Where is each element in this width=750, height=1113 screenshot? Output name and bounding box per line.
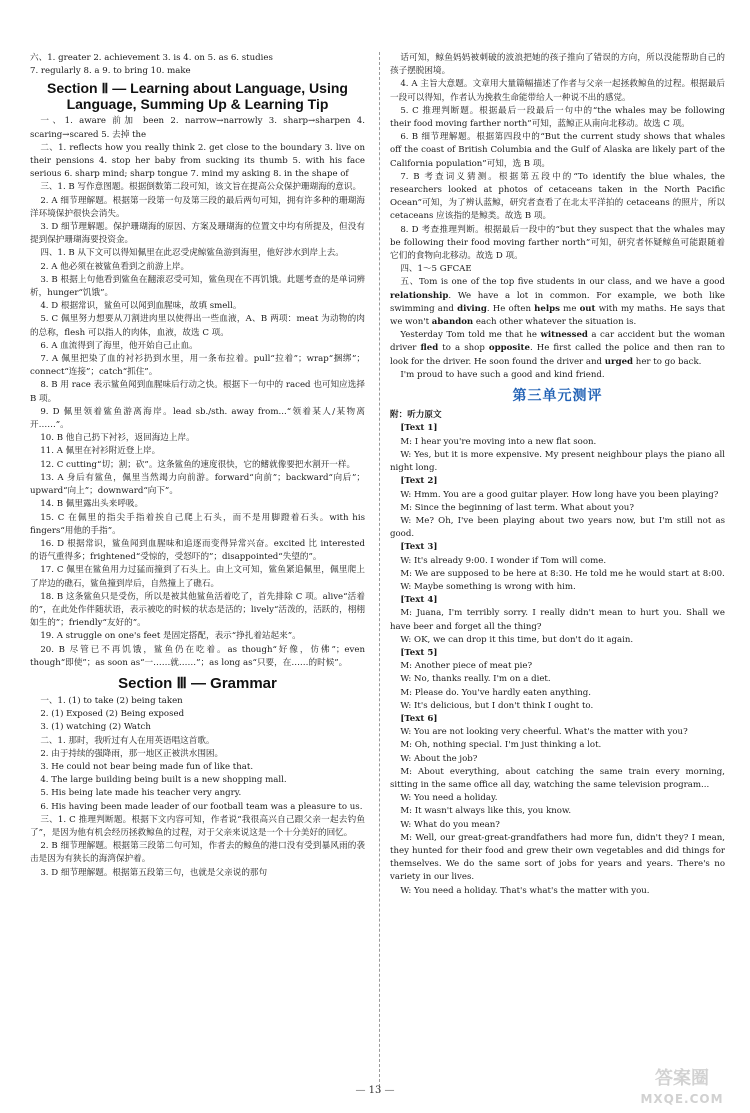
transcript-text-tag: [Text 6]: [400, 713, 438, 724]
transcript-line: M: Please do. You've hardly eaten anything.: [400, 687, 591, 698]
answer-item: 15. C 在佩里的指尖手指着挨自己爬上石头，而不是用脚蹬着石头。with his fingers“用他的手指”。: [30, 512, 365, 536]
answer-item: 17. C 佩里在鲨鱼用力过猛而撞到了石头上。由上文可知，鲨鱼紧追佩里，佩里爬上了岸边的礁石，鲨鱼撞到岸后，自然撞上了礁石。: [30, 565, 365, 589]
answer-item: 4. D 根据常识，鲨鱼可以闻到血腥味，故填 smell。: [40, 301, 242, 312]
transcript-line: W: What do you mean?: [400, 819, 500, 830]
answer-item: 3. (1) watching (2) Watch: [40, 722, 151, 733]
answer-item: 13. A 身后有鲨鱼，佩里当然竭力向前游。forward“向前”；backward“向后”；upward“向上”；downward“向下”。: [30, 472, 365, 497]
answer-item: 4. The large building being built is a new shopping mall.: [40, 775, 287, 786]
answer-item: 5. C 佩里努力想要从刀割进肉里以使得出一些血液，A、B 两项：meat 为动物的肉的总称，flesh 可以指人的肉体，血液，故选 C 项。: [30, 314, 365, 338]
transcript-line: W: Hmm. You are a good guitar player. How long have you been playing?: [400, 489, 719, 500]
answer-item: 二、1. 那时，我听过有人在用英语唱这首歌。: [40, 735, 215, 746]
transcript-line: M: Juana, I'm terribly sorry. I really didn't mean to hurt you. Shall we have beer and forget all the thing?: [390, 608, 725, 632]
answer-item: 3. He could not bear being made fun of like that.: [40, 761, 254, 772]
answer-item: 20. B 尽管已不再饥饿，鲨鱼仍在吃着。as though“好像，仿佛”；even though“即使”；as soon as“一……就……”；as long as“只要，在……的时候”。: [30, 644, 365, 668]
transcript-line: M: It wasn't always like this, you know.: [400, 806, 572, 817]
answer-item: 2. (1) Exposed (2) Being exposed: [40, 709, 185, 720]
transcript-line: W: Me? Oh, I've been playing about two years now, but I'm still not as good.: [390, 515, 725, 540]
answer-item: 2. B 细节理解题。根据第三段第二句可知，作者去的鲸鱼的港口没有受到暴风雨的袭击是因为有狭长的海湾保护着。: [30, 841, 365, 865]
transcript-text-tag: [Text 2]: [400, 476, 438, 487]
transcript-line: M: Well, our great-great-grandfathers had more fun, didn't they? I mean, they hunted for their food and grew their own vegetables and did things for themselves. We do the same sort of jobs for years and years. There's no variety in our lives.: [390, 832, 725, 883]
answer-item: 2. A 他必须在被鲨鱼看到之前游上岸。: [40, 261, 190, 272]
answer-item: 12. C cutting“切；割；砍”。这条鲨鱼的速度很快，它的鳍就像要把水割开一样。: [40, 459, 356, 470]
answer-item: 三、1. C 推理判断题。根据下文内容可知，作者说“我很高兴自己跟父亲一起去钓鱼了”，是因为他有机会经历拯救鲸鱼的过程，对于父亲来说这是一个十分美好的回忆。: [30, 814, 365, 838]
transcript-line: M: About everything, about catching the same train every morning, sitting in the same office all day, watching the same television program...: [390, 766, 725, 790]
transcript-line: M: I hear you're moving into a new flat soon.: [400, 436, 597, 447]
passage-paragraph: I'm proud to have such a good and kind friend.: [400, 369, 605, 380]
transcript-line: W: Yes, but it is more expensive. My present neighbour plays the piano all night long.: [390, 449, 725, 474]
answer-item: 14. B 佩里露出头来呼吸。: [40, 499, 144, 510]
section-3-answers: [30, 695, 365, 880]
answer-item: 6. B 细节理解题。根据第四段中的“But the current study shows that whales off the coast of British Columbia and the Gulf of Alaska are likely part of the California population”可知，选 B 项。: [390, 132, 725, 169]
transcript-line: W: You are not looking very cheerful. What's the matter with you?: [400, 727, 688, 738]
transcript-line: W: It's already 9:00. I wonder if Tom will come.: [400, 555, 607, 566]
answer-line: 7. regularly 8. a 9. to bring 10. make: [30, 66, 191, 77]
answer-item: 2. 由于持续的强降雨，那一地区正被洪水围困。: [40, 748, 224, 759]
watermark-logo: 答案圈 MXQE.COM: [640, 1068, 724, 1106]
answer-item: 9. D 佩里领着鲨鱼游离海岸。lead sb./sth. away from...“领着某人/某物离开……”。: [30, 406, 365, 431]
page-number: — 13 —: [355, 1085, 395, 1096]
answer-item: 一、1. (1) to take (2) being taken: [40, 695, 183, 706]
answer-item: 7. B 考查词义猜测。根据第五段中的“To identify the blue whales, the researchers looked at photos of cetaceans taken in the North Pacific Ocean”可知，为了辨认蓝鲸，研究者查看了在北太平洋拍的 cetaceans 的照片，所以 cetaceans 应该指的是鲸类。故选 B 项。: [390, 171, 725, 222]
transcript-line: M: Since the beginning of last term. What about you?: [400, 502, 634, 513]
transcript-line: M: Oh, nothing special. I'm just thinking a lot.: [400, 740, 602, 751]
answer-item: 6. His having been made leader of our football team was a pleasure to us.: [40, 801, 363, 812]
answer-item: 三、1. B 写作意图题。根据倒数第二段可知，该文旨在提高公众保护珊瑚海的意识。: [40, 182, 362, 193]
transcript-line: W: Maybe something is wrong with him.: [400, 581, 576, 592]
transcript-line: W: It's delicious, but I don't think I ought to.: [400, 700, 594, 711]
answer-item: 4. A 主旨大意题。文章用大量篇幅描述了作者与父亲一起拯救鲸鱼的过程。根据最后一段可以得知，作者认为挽救生命能带给人一种说不出的感觉。: [390, 79, 725, 103]
answer-item: 二、1. reflects how you really think 2. get close to the boundary 3. live on their pensions 4. stop her baby from sucking its thumb 5. with his face serious 6. sharp mind; sharp tongue 7. mind my asking 8. in the shape of: [30, 142, 365, 180]
listening-transcript: [390, 422, 725, 897]
transcript-heading: 附：听力原文: [390, 410, 442, 421]
transcript-text-tag: [Text 3]: [400, 542, 438, 553]
answer-item: 5. C 推理判断题。根据最后一段最后一句中的“the whales may be following their food moving farther north”可知，蓝鲸正从南向北移动。故选 C 项。: [390, 105, 725, 130]
transcript-text-tag: [Text 5]: [400, 647, 438, 658]
answer-item: 四、1～5 GFCAE: [400, 264, 472, 275]
transcript-line: W: OK, we can drop it this time, but don't do it again.: [400, 634, 634, 645]
transcript-text-tag: [Text 1]: [400, 423, 438, 434]
answer-item: 10. B 他自己扔下衬衫，返回海边上岸。: [40, 433, 195, 444]
answer-item: 话可知，鲸鱼妈妈被刺破的波浪把她的孩子推向了错误的方向，所以没能帮助自己的孩子摆脱困境。: [390, 53, 725, 77]
answer-item: 四、1. B 从下文可以得知佩里在此忍受虎鲸鲨鱼游到海里，他好涉水到岸上去。: [40, 248, 344, 259]
section-2-answers: [30, 115, 365, 670]
transcript-line: W: About the job?: [400, 753, 478, 764]
answer-item: 7. A 佩里把染了血的衬衫扔到水里，用一条布拉着。pull“拉着”；wrap“捆绑”；connect“连接”；catch“抓住”。: [30, 354, 365, 378]
answer-item: 8. B 用 race 表示鲨鱼闻到血腥味后行动之快。根据下一句中的 raced 也可知应选择 B 项。: [30, 380, 365, 404]
page-number-text: 13: [368, 1085, 382, 1096]
answer-item: 16. D 根据常识，鲨鱼闻到血腥味和追逐而变得异常兴奋。excited 比 interested 的语气重得多；frightened“受惊的，受怒吓的”；disappointed“失望的”。: [30, 538, 365, 563]
cloze-passage: [390, 276, 725, 382]
unit-3-test-title: 第三单元测评: [512, 388, 603, 405]
answer-line: 六、1. greater 2. achievement 3. is 4. on 5. as 6. studies: [30, 53, 273, 63]
answer-item: 5. His being late made his teacher very angry.: [40, 788, 242, 799]
left-column: [30, 52, 365, 880]
transcript-line: W: No, thanks really. I'm on a diet.: [400, 674, 551, 685]
transcript-line: M: We are supposed to be here at 8:30. He told me he would start at 8:00.: [400, 568, 725, 579]
transcript-line: W: You need a holiday.: [400, 793, 498, 804]
section-3-title: Section Ⅲ — Grammar: [118, 674, 277, 692]
passage-paragraph: Yesterday Tom told me that he witnessed a car accident but the woman driver fled to a shop opposite. He first called the police and then ran to look for the driver. He soon found the driver and urged her to go back.: [390, 330, 725, 367]
answer-item: 3. D 细节理解题。保护珊瑚海的原因、方案及珊瑚海的位置文中均有所提及，但没有提到保护珊瑚海要投资金。: [30, 222, 365, 246]
right-column: [390, 52, 725, 898]
transcript-line: W: You need a holiday. That's what's the matter with you.: [400, 885, 650, 896]
answer-item: 3. B 根据上句他看到鲨鱼在翻滚忍受可知，鲨鱼现在不再饥饿。此题考查的是单词辨析，hunger“饥饿”。: [30, 274, 365, 299]
answer-item: 6. A 血流得到了海里，他开始自己止血。: [40, 340, 198, 351]
column-divider: [379, 52, 380, 1092]
answer-page: [30, 52, 724, 1092]
answer-item: 2. A 细节理解题。根据第一段第一句及第三段的最后两句可知，拥有许多种的珊瑚海洋环境保护很快会消失。: [30, 195, 365, 219]
answer-item: 3. D 细节理解题。根据第五段第三句，也就是父亲说的那句: [40, 867, 268, 878]
answer-item: 19. A struggle on one's feet 是固定搭配，表示“挣扎着站起来”。: [40, 631, 301, 642]
answer-item: 一、1. aware 前加 been 2. narrow→narrowly 3. sharp→sharpen 4. scaring→scared 5. 去掉 the: [30, 116, 365, 140]
continued-answers: [390, 52, 725, 276]
answer-item: 11. A 佩里在衬衫附近登上岸。: [40, 446, 161, 457]
transcript-line: M: Another piece of meat pie?: [400, 661, 533, 672]
answer-item: 18. B 这条鲨鱼只是受伤，所以是被其他鲨鱼活着吃了，首先排除 C 项。alive“活着的”，在此处作伴随状语，表示被吃的时候的状态是活的；lively“活泼的，活跃的，栩栩如生的”；friendly“友好的”。: [30, 591, 365, 629]
transcript-text-tag: [Text 4]: [400, 595, 438, 606]
passage-paragraph: 五、Tom is one of the top five students in our class, and we have a good relationship. We have a lot in common. For example, we both like swimming and diving. He often helps me out with my maths. He says that we won't abandon each other whatever the situation is.: [390, 277, 725, 328]
answer-item: 8. D 考查推理判断。根据最后一段中的“but they suspect that the whales may be following their food moving farther north”可知，研究者怀疑鲸鱼可能跟随着它们的食物向北移动。故选 D 项。: [390, 224, 725, 262]
section-2-title: Section Ⅱ — Learning about Language, Using Language, Summing Up & Learning Tip: [47, 80, 348, 113]
